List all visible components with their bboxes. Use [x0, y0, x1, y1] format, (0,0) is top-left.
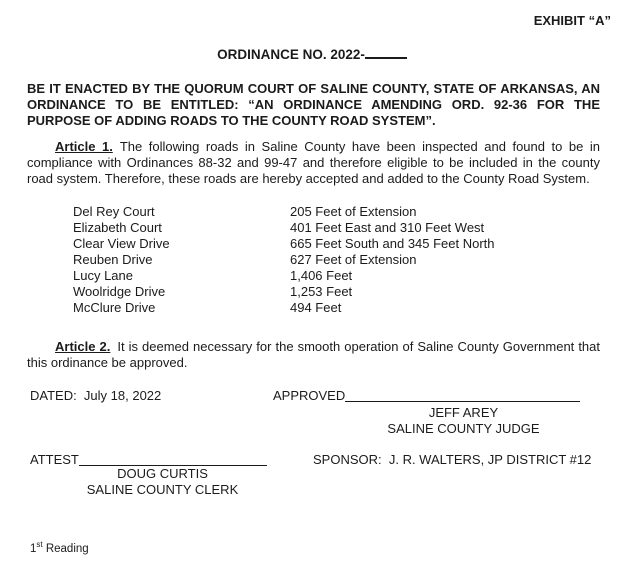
- road-name: McClure Drive: [73, 300, 156, 315]
- article-1-heading: Article 1.: [55, 139, 113, 154]
- dated-line: DATED: July 18, 2022: [30, 388, 162, 403]
- sponsor-line: SPONSOR: J. R. WALTERS, JP DISTRICT #12: [313, 452, 592, 467]
- road-row: [73, 220, 495, 236]
- road-row: [73, 204, 495, 220]
- road-length: 627 Feet of Extension: [290, 252, 417, 267]
- road-name: Lucy Lane: [73, 268, 133, 283]
- approved-signature-line: [345, 401, 580, 402]
- first-reading-note: [30, 541, 89, 557]
- road-length: 665 Feet South and 345 Feet North: [290, 236, 495, 251]
- road-row: [73, 300, 495, 316]
- exhibit-label: EXHIBIT “A”: [533, 13, 611, 28]
- road-length: 1,253 Feet: [290, 284, 353, 299]
- reading-number: 1: [30, 543, 37, 555]
- road-row: [73, 236, 495, 252]
- road-name: Elizabeth Court: [73, 220, 162, 235]
- clerk-name: DOUG CURTIS: [117, 466, 208, 481]
- ordinance-title: ORDINANCE NO. 2022-: [217, 47, 365, 62]
- article-2-heading: Article 2.: [55, 339, 111, 354]
- clerk-signature-block: [60, 466, 265, 498]
- road-length: 205 Feet of Extension: [290, 204, 417, 219]
- road-length: 401 Feet East and 310 Feet West: [290, 220, 485, 235]
- road-row: [73, 268, 495, 284]
- approved-label: APPROVED: [273, 388, 346, 403]
- road-name: Reuben Drive: [73, 252, 153, 267]
- attest-label: ATTEST: [30, 452, 79, 467]
- road-name: Woolridge Drive: [73, 284, 166, 299]
- judge-signature-block: [347, 405, 580, 437]
- road-name: Del Rey Court: [73, 204, 155, 219]
- ordinance-title-row: [0, 45, 624, 63]
- road-row: [73, 252, 495, 268]
- reading-label: Reading: [42, 543, 89, 555]
- judge-name: JEFF AREY: [428, 405, 499, 420]
- road-length: 494 Feet: [290, 300, 342, 315]
- road-row: [73, 284, 495, 300]
- judge-title: SALINE COUNTY JUDGE: [387, 421, 540, 436]
- article-2-paragraph: [27, 339, 600, 371]
- clerk-title: SALINE COUNTY CLERK: [86, 482, 239, 497]
- enacting-clause: BE IT ENACTED BY THE QUORUM COURT OF SALINE COUNTY, STATE OF ARKANSAS, AN ORDINANCE TO BE ENTITLED: “AN ORDINANCE AMENDING ORD. 92-36 FOR THE PURPOSE OF ADDING ROADS TO THE COUNTY ROAD SYSTEM”.: [27, 81, 600, 128]
- road-length: 1,406 Feet: [290, 268, 353, 283]
- article-2-body: It is deemed necessary for the smooth operation of Saline County Government that this ordinance be approved.: [27, 339, 600, 370]
- reading-ordinal: st: [36, 540, 43, 550]
- article-1-paragraph: [27, 139, 600, 187]
- ordinance-number-blank: [365, 45, 407, 59]
- approved-signature-group: [273, 388, 580, 404]
- road-name: Clear View Drive: [73, 236, 170, 251]
- article-1-body: The following roads in Saline County have been inspected and found to be in compliance with Ordinances 88-32 and 99-47 and therefore eligible to be included in the county road system. Therefore, these roads are hereby accepted and added to the County Road System.: [27, 139, 600, 186]
- roads-list: [73, 204, 495, 316]
